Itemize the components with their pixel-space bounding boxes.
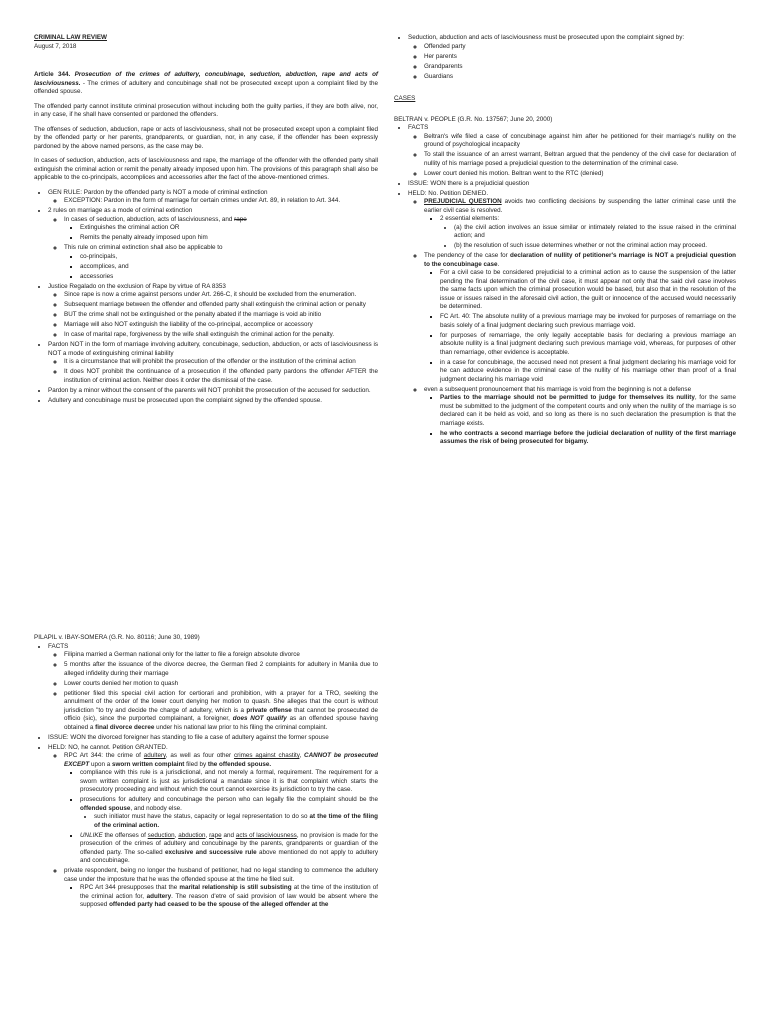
list-item: ◦ This rule on criminal extinction shall also be applicable to ▪ co-principals, ▪ accomplices, and ▪ accessories	[64, 244, 378, 281]
list-item: ▪ Parties to the marriage should not be permitted to judge for themselves its nullity, for the same must be submitted to the judgment of the competent courts and only when the nullity of the marriage is so declared can it be held as void, and so long as there is no such declaration the presumption is that the marriage exists.	[440, 394, 736, 428]
list-item: ◦ PREJUDICIAL QUESTION avoids two conflicting decisions by suspending the latter criminal case until the earlier civil case is resolved. ▪ 2 essential elements: • (a) the civil action involves an issue similar or intimately related to the issue raised in the criminal action; and • (b) the resolution of such issue determines whether or not the criminal action may proceed.	[424, 198, 736, 251]
list-item: ▪ accessories	[80, 273, 378, 282]
art344-p3: The offenses of seduction, abduction, rape or acts of lasciviousness, shall not be prosecuted except upon a complaint filed by the offended party or her parents, grandparents, or guardian, nor, in any case, if the offender has been expressly pardoned by the above named persons, as the case may be.	[34, 125, 378, 150]
pilapil-list	[34, 643, 378, 910]
art344-p4: In cases of seduction, abduction, acts of lasciviousness and rape, the marriage of the offender with the offended party shall extinguish the criminal action or remit the penalty already imposed upon him. The provisions of this paragraph shall also be applicable to the co-principals, accomplices and accessories after the fact of the above-mentioned crimes.	[34, 157, 378, 181]
list-item: • Justice Regalado on the exclusion of Rape by virtue of RA 8353 ◦ Since rape is now a crime against persons under Art. 266-C, it should be excluded from the enumeration. ◦ Subsequent marriage between the offender and offended party shall extinguish the criminal action or penalty ◦ BUT the crime shall not be extinguished or the penalty abated if the marriage is void ab initio ◦ Marriage will also NOT extinguish the liability of the co-principal, accomplice or accessory ◦ In case of marital rape, forgiveness by the wife shall extinguish the criminal action for the penalty.	[48, 283, 378, 340]
list-item: ◦ The pendency of the case for declaration of nullity of petitioner's marriage is NOT a prejudicial question to the concubinage case. ▪ For a civil case to be considered prejudicial to a criminal action as to cause the suspension of the latter pending the final determination of the civil case, it must appear not only that the said civil case involves the same facts upon which the criminal prosecution would be based, but also that in the resolution of the issue or issues raised in the aforesaid civil action, the guilt or innocence of the accused would necessarily be determined. ▪ FC Art. 40: The absolute nullity of a previous marriage may be invoked for purposes of remarriage on the basis solely of a final judgment declaring such previous marriage void. ▪ for purposes of remarriage, the only legally acceptable basis for declaring a previous marriage an absolute nullity is a final judgment declaring such previous marriage void, whereas, for purposes of other than remarriage, other evidence is acceptable. ▪ in a case for concubinage, the accused need not present a final judgment declaring his marriage void for he can adduce evidence in the criminal case of the nullity of his marriage other than proof of a final judgment declaring his marriage void	[424, 252, 736, 384]
pilapil-title: PILAPIL v. IBAY-SOMERA (G.R. No. 80116; June 30, 1989)	[34, 634, 200, 641]
list-item: ◦ private respondent, being no longer the husband of petitioner, had no legal standing to commence the adultery case under the imposture that he was the offended spouse at the time he filed suit. ▪ RPC Art 344 presupposes that the marital relationship is still subsisting at the time of the institution of the criminal action for, adultery. The reason d'etre of said provision of law would be absent where the supposed offended party had ceased to be the spouse of the alleged offender at the	[64, 867, 378, 910]
list-item: ▪ UNLIKE the offenses of seduction, abduction, rape and acts of lasciviousness, no provision is made for the prosecution of the crimes of adultery and concubinage by the parents, grandparents or guardian of the offended party. The so-called exclusive and successive rule above mentioned do not apply to adultery and concubinage.	[80, 832, 378, 866]
list-item: ◦ Beltran's wife filed a case of concubinage against him after he petitioned for their marriage's nullity on the ground of psychological incapacity	[424, 133, 736, 150]
doc-date: August 7, 2018	[34, 42, 77, 50]
beltran-list	[394, 124, 736, 447]
list-item: • Pardon by a minor without the consent of the parents will NOT prohibit the prosecution of the accused for seduction.	[48, 387, 378, 396]
doc-title: CRIMINAL LAW REVIEW	[34, 34, 107, 41]
list-item: ▪ compliance with this rule is a jurisdictional, and not merely a formal, requirement. The requirement for a sworn written complaint is just as jurisdictional a mandate since it is that complaint which starts the prosecutory proceeding and without which the court cannot exercise its jurisdiction to try the case.	[80, 769, 378, 795]
list-item: ▪ co-principals,	[80, 253, 378, 262]
list-item: ▪ Remits the penalty already imposed upon him	[80, 234, 378, 243]
list-item: • GEN RULE: Pardon by the offended party is NOT a mode of criminal extinction ◦ EXCEPTION: Pardon in the form of marriage for certain crimes under Art. 89, in relation to Art. 344.	[48, 189, 378, 206]
list-item: ◦ Marriage will also NOT extinguish the liability of the co-principal, accomplice or accessory	[64, 321, 378, 330]
list-item: ◦ Her parents	[424, 53, 736, 62]
list-item: ◦ It is a circumstance that will prohibit the prosecution of the offender or the institution of the criminal action	[64, 358, 378, 367]
list-item: • FACTS ◦ Beltran's wife filed a case of concubinage against him after he petitioned for their marriage's nullity on the ground of psychological incapacity ◦ To stall the issuance of an arrest warrant, Beltran argued that the pendency of the civil case for declaration of nullity of his marriage posed a prejudicial question to the determination of the criminal case. ◦ Lower court denied his motion. Beltran went to the RTC (denied)	[408, 124, 736, 178]
list-item: ◦ Lower courts denied her motion to quash	[64, 680, 378, 689]
art344-heading: Prosecution of the crimes of adultery, concubinage, seduction, abduction, rape and acts of lasciviousness.	[34, 71, 379, 87]
list-item: ▪ Extinguishes the criminal action OR	[80, 224, 378, 233]
art344-text: - The crimes of adultery and concubinage shall not be prosecuted except upon a complaint filed by the offended spouse.	[34, 79, 378, 95]
list-item: ▪ RPC Art 344 presupposes that the marital relationship is still subsisting at the time of the institution of the criminal action for, adultery. The reason d'etre of said provision of law would be absent where the supposed offended party had ceased to be the spouse of the alleged offender at the	[80, 884, 378, 910]
art344-paragraph	[34, 71, 378, 97]
list-item: ▪ 2 essential elements: • (a) the civil action involves an issue similar or intimately related to the issue raised in the criminal action; and • (b) the resolution of such issue determines whether or not the criminal action may proceed.	[440, 215, 736, 251]
list-item: ▪ prosecutions for adultery and concubinage the person who can legally file the complaint should be the offended spouse, and nobody else. • such initiator must have the status, capacity or legal representation to do so at the time of the filing of the criminal action.	[80, 796, 378, 830]
list-item: • ISSUE: WON there is a prejudicial question	[408, 180, 736, 189]
pilapil-column	[34, 634, 378, 911]
list-item: ◦ It does NOT prohibit the continuance of a prosecution if the offended party pardons the offender AFTER the institution of criminal action. Neither does it order the dismissal of the case.	[64, 368, 378, 385]
notes-list	[34, 189, 378, 406]
cases-heading: CASES	[394, 95, 416, 102]
list-item: • FACTS ◦ Filipina married a German national only for the latter to file a foreign absolute divorce ◦ 5 months after the issuance of the divorce decree, the German filed 2 complaints for adultery in Manila due to alleged infidelity during their marriage ◦ Lower courts denied her motion to quash ◦ petitioner filed this special civil action for certiorari and prohibition, with a prayer for a TRO, seeking the annulment of the order of the lower court denying her motion to quash. She alleges that the court is without jurisdiction "to try and decide the charge of adultery, which is a private offense that cannot be prosecuted de officio (sic), since the purported complainant, a foreigner, does NOT qualify as an offended spouse having obtained a final divorce decree under his national law prior to his filing the criminal complaint.	[48, 643, 378, 733]
list-item: ◦ Since rape is now a crime against persons under Art. 266-C, it should be excluded from the enumeration.	[64, 291, 378, 300]
list-item: ▪ For a civil case to be considered prejudicial to a criminal action as to cause the suspension of the latter pending the final determination of the civil case, it must appear not only that the said civil case involves the same facts upon which the criminal prosecution would be based, but also that in the resolution of the issue or issues raised in the aforesaid civil action, the guilt or innocence of the accused would necessarily be determined.	[440, 269, 736, 312]
list-item: ▪ he who contracts a second marriage before the judicial declaration of nullity of the first marriage assumes the risk of being prosecuted for bigamy.	[440, 430, 736, 447]
list-item: ▪ accomplices, and	[80, 263, 378, 272]
list-item: ▪ for purposes of remarriage, the only legally acceptable basis for declaring a previous marriage an absolute nullity is a final judgment declaring such previous marriage void, whereas, for purposes of other than remarriage, other evidence is acceptable.	[440, 332, 736, 358]
list-item: ◦ To stall the issuance of an arrest warrant, Beltran argued that the pendency of the civil case for declaration of nullity of his marriage posed a prejudicial question to the determination of the criminal case.	[424, 151, 736, 168]
list-item: • 2 rules on marriage as a mode of criminal extinction ◦ In cases of seduction, abduction, acts of lasciviousness, and rape ▪ Extinguishes the criminal action OR ▪ Remits the penalty already imposed upon him ◦ This rule on criminal extinction shall also be applicable to ▪ co-principals, ▪ accomplices, and ▪ accessories	[48, 207, 378, 281]
list-item: ◦ In cases of seduction, abduction, acts of lasciviousness, and rape ▪ Extinguishes the criminal action OR ▪ Remits the penalty already imposed upon him	[64, 216, 378, 243]
left-column	[34, 34, 378, 407]
seduction-list	[394, 34, 736, 81]
beltran-title: BELTRAN v. PEOPLE (G.R. No. 137567; June 20, 2000)	[394, 115, 553, 123]
list-item: • HELD: No. Petition DENIED. ◦ PREJUDICIAL QUESTION avoids two conflicting decisions by suspending the latter criminal case until the earlier civil case is resolved. ▪ 2 essential elements: • (a) the civil action involves an issue similar or intimately related to the issue raised in the criminal action; and • (b) the resolution of such issue determines whether or not the criminal action may proceed. ◦ The pendency of the case for declaration of nullity of petitioner's marriage is NOT a prejudicial question to the concubinage case. ▪ For a civil case to be considered prejudicial to a criminal action as to cause the suspension of the latter pending the final determination of the civil case, it must appear not only that the said civil case involves the same facts upon which the criminal prosecution would be based, but also that in the resolution of the issue or issues raised in the aforesaid civil action, the guilt or innocence of the accused would necessarily be determined. ▪ FC Art. 40: The absolute nullity of a previous marriage may be invoked for purposes of remarriage on the basis solely of a final judgment declaring such previous marriage void. ▪ for purposes of remarriage, the only legally acceptable basis for declaring a previous marriage an absolute nullity is a final judgment declaring such previous marriage void, whereas, for purposes of other than remarriage, other evidence is acceptable. ▪ in a case for concubinage, the accused need not present a final judgment declaring his marriage void for he can adduce evidence in the criminal case of the nullity of his marriage other than proof of a final judgment declaring his marriage void ◦ even a subsequent pronouncement that his marriage is void from the beginning is not a defense ▪ Parties to the marriage should not be permitted to judge for themselves its nullity, for the same must be submitted to the judgment of the competent courts and only when the nullity of the marriage is so declared can it be held as void, and so long as there is no such declaration the presumption is that the marriage exists. ▪ he who contracts a second marriage before the judicial declaration of nullity of the first marriage assumes the risk of being prosecuted for bigamy.	[408, 190, 736, 447]
list-item: • Adultery and concubinage must be prosecuted upon the complaint signed by the offended spouse.	[48, 397, 378, 406]
list-item: • ISSUE: WON the divorced foreigner has standing to file a case of adultery against the former spouse	[48, 734, 378, 743]
list-item: • Seduction, abduction and acts of lasciviousness must be prosecuted upon the complaint signed by: ◦ Offended party ◦ Her parents ◦ Grandparents ◦ Guardians	[408, 34, 736, 81]
list-item: ◦ Grandparents	[424, 63, 736, 72]
list-item: ◦ even a subsequent pronouncement that his marriage is void from the beginning is not a defense ▪ Parties to the marriage should not be permitted to judge for themselves its nullity, for the same must be submitted to the judgment of the competent courts and only when the nullity of the marriage is so declared can it be held as void, and so long as there is no such declaration the presumption is that the marriage exists. ▪ he who contracts a second marriage before the judicial declaration of nullity of the first marriage assumes the risk of being prosecuted for bigamy.	[424, 386, 736, 447]
list-item: ◦ Subsequent marriage between the offender and offended party shall extinguish the criminal action or penalty	[64, 301, 378, 310]
list-item: ◦ BUT the crime shall not be extinguished or the penalty abated if the marriage is void ab initio	[64, 311, 378, 320]
list-item: ◦ 5 months after the issuance of the divorce decree, the German filed 2 complaints for adultery in Manila due to alleged infidelity during their marriage	[64, 661, 378, 678]
list-item: ▪ FC Art. 40: The absolute nullity of a previous marriage may be invoked for purposes of remarriage on the basis solely of a final judgment declaring such previous marriage void.	[440, 313, 736, 330]
art344-label: Article 344.	[34, 71, 71, 78]
list-item: ◦ Offended party	[424, 43, 736, 52]
list-item: ◦ EXCEPTION: Pardon in the form of marriage for certain crimes under Art. 89, in relation to Art. 344.	[64, 197, 378, 206]
list-item: • (b) the resolution of such issue determines whether or not the criminal action may proceed.	[454, 242, 736, 251]
list-item: ◦ Guardians	[424, 73, 736, 82]
list-item: • HELD: NO, he cannot. Petition GRANTED. ◦ RPC Art 344: the crime of adultery, as well as four other crimes against chastity, CANNOT be prosecuted EXCEPT upon a sworn written complaint filed by the offended spouse. ▪ compliance with this rule is a jurisdictional, and not merely a formal, requirement. The requirement for a sworn written complaint is just as jurisdictional a mandate since it is that complaint which starts the prosecutory proceeding and without which the court cannot exercise its jurisdiction to try the case. ▪ prosecutions for adultery and concubinage the person who can legally file the complaint should be the offended spouse, and nobody else. • such initiator must have the status, capacity or legal representation to do so at the time of the filing of the criminal action. ▪ UNLIKE the offenses of seduction, abduction, rape and acts of lasciviousness, no provision is made for the prosecution of the crimes of adultery and concubinage by the parents, grandparents or guardian of the offended party. The so-called exclusive and successive rule above mentioned do not apply to adultery and concubinage. ◦ private respondent, being no longer the husband of petitioner, had no legal standing to commence the adultery case under the imposture that he was the offended spouse at the time he filed suit. ▪ RPC Art 344 presupposes that the marital relationship is still subsisting at the time of the institution of the criminal action for, adultery. The reason d'etre of said provision of law would be absent where the supposed offended party had ceased to be the spouse of the alleged offender at the	[48, 744, 378, 910]
list-item: ▪ in a case for concubinage, the accused need not present a final judgment declaring his marriage void for he can adduce evidence in the criminal case of the nullity of his marriage other than proof of a final judgment declaring his marriage void	[440, 359, 736, 385]
list-item: ◦ RPC Art 344: the crime of adultery, as well as four other crimes against chastity, CANNOT be prosecuted EXCEPT upon a sworn written complaint filed by the offended spouse. ▪ compliance with this rule is a jurisdictional, and not merely a formal, requirement. The requirement for a sworn written complaint is just as jurisdictional a mandate since it is that complaint which starts the prosecutory proceeding and without which the court cannot exercise its jurisdiction to try the case. ▪ prosecutions for adultery and concubinage the person who can legally file the complaint should be the offended spouse, and nobody else. • such initiator must have the status, capacity or legal representation to do so at the time of the filing of the criminal action. ▪ UNLIKE the offenses of seduction, abduction, rape and acts of lasciviousness, no provision is made for the prosecution of the crimes of adultery and concubinage by the parents, grandparents or guardian of the offended party. The so-called exclusive and successive rule above mentioned do not apply to adultery and concubinage.	[64, 752, 378, 866]
list-item: • (a) the civil action involves an issue similar or intimately related to the issue raised in the criminal action; and	[454, 224, 736, 241]
list-item: ◦ Filipina married a German national only for the latter to file a foreign absolute divorce	[64, 651, 378, 660]
right-column	[394, 34, 736, 448]
list-item: • Pardon NOT in the form of marriage involving adultery, concubinage, seduction, abduction, or acts of lasciviousness is NOT a mode of extinguishing criminal liability ◦ It is a circumstance that will prohibit the prosecution of the offender or the institution of the criminal action ◦ It does NOT prohibit the continuance of a prosecution if the offended party pardons the offender AFTER the institution of criminal action. Neither does it order the dismissal of the case.	[48, 341, 378, 385]
document-page-2	[0, 628, 768, 1024]
list-item: ◦ petitioner filed this special civil action for certiorari and prohibition, with a prayer for a TRO, seeking the annulment of the order of the lower court denying her motion to quash. She alleges that the court is without jurisdiction "to try and decide the charge of adultery, which is a private offense that cannot be prosecuted de officio (sic), since the purported complainant, a foreigner, does NOT qualify as an offended spouse having obtained a final divorce decree under his national law prior to his filing the criminal complaint.	[64, 690, 378, 733]
art344-p2: The offended party cannot institute criminal prosecution without including both the guilty parties, if they are both alive, nor, in any case, if he shall have consented or pardoned the offenders.	[34, 102, 378, 118]
list-item: ◦ In case of marital rape, forgiveness by the wife shall extinguish the criminal action for the penalty.	[64, 331, 378, 340]
list-item: • such initiator must have the status, capacity or legal representation to do so at the time of the filing of the criminal action.	[94, 813, 378, 830]
list-item: ◦ Lower court denied his motion. Beltran went to the RTC (denied)	[424, 170, 736, 179]
